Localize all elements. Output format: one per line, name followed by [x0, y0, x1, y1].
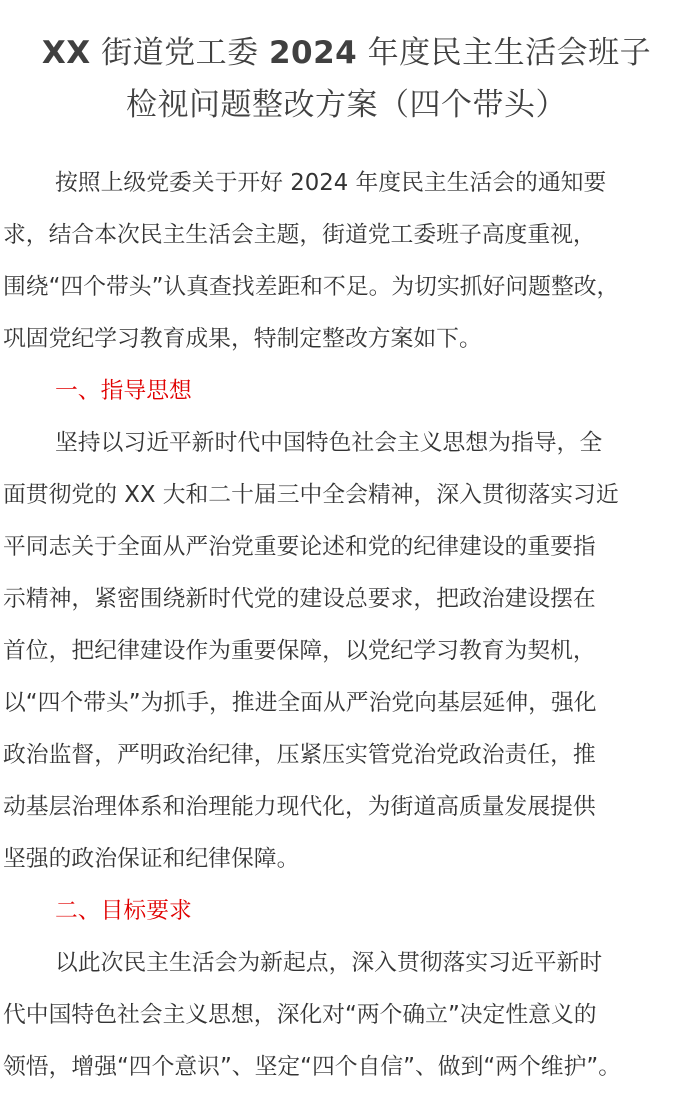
title-line-1	[0, 26, 693, 78]
intro-paragraph	[3, 157, 691, 365]
paragraph-line: 示精神，紧密围绕新时代党的建设总要求，把政治建设摆在	[3, 586, 596, 612]
paragraph-line: 以此次民主生活会为新起点，深入贯彻落实习近平新时	[55, 950, 603, 976]
title-text-part-1: 街道党工委	[90, 35, 269, 71]
paragraph-line: 巩固党纪学习教育成果，特制定整改方案如下。	[3, 326, 482, 352]
title-prefix: XX	[41, 35, 91, 71]
paragraph-line: 政治监督，严明政治纪律，压紧压实管党治党政治责任，推	[3, 742, 596, 768]
document-title	[0, 26, 693, 130]
paragraph-line: 首位，把纪律建设作为重要保障，以党纪学习教育为契机，	[3, 638, 596, 664]
paragraph-line: 坚持以习近平新时代中国特色社会主义思想为指导，全	[55, 430, 603, 456]
paragraph-line: 围绕“四个带头”认真查找差距和不足。为切实抓好问题整改，	[3, 274, 620, 300]
guiding-ideology-paragraph	[3, 417, 691, 885]
title-line-2: 检视问题整改方案（四个带头）	[126, 87, 567, 123]
section-heading-objectives: 二、目标要求	[55, 898, 192, 924]
paragraph-line: 领悟，增强“四个意识”、坚定“四个自信”、做到“两个维护”。	[3, 1054, 621, 1080]
paragraph-line: 坚强的政治保证和纪律保障。	[3, 846, 300, 872]
paragraph-line: 面贯彻党的 XX 大和二十届三中全会精神，深入贯彻落实习近	[3, 482, 619, 508]
paragraph-line: 平同志关于全面从严治党重要论述和党的纪律建设的重要指	[3, 534, 596, 560]
section-heading-guiding-ideology: 一、指导思想	[55, 378, 192, 404]
title-text-part-2: 年度民主生活会班子	[357, 35, 652, 71]
document-body	[3, 157, 691, 1093]
paragraph-line: 按照上级党委关于开好 2024 年度民主生活会的通知要	[55, 170, 607, 196]
paragraph-line: 代中国特色社会主义思想，深化对“两个确立”决定性意义的	[3, 1002, 597, 1028]
paragraph-line: 求，结合本次民主生活会主题，街道党工委班子高度重视，	[3, 222, 596, 248]
paragraph-line: 动基层治理体系和治理能力现代化，为街道高质量发展提供	[3, 794, 596, 820]
objectives-paragraph	[3, 937, 691, 1093]
title-year: 2024	[268, 35, 358, 71]
paragraph-line: 以“四个带头”为抓手，推进全面从严治党向基层延伸，强化	[3, 690, 597, 716]
